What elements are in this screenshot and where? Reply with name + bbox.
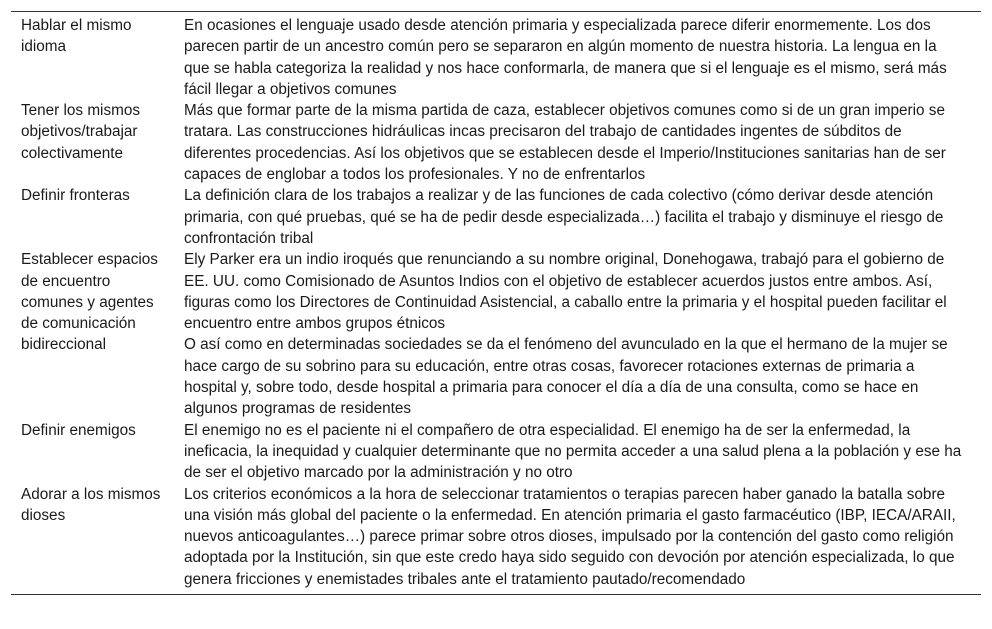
row-label: Definir enemigos [21, 421, 136, 439]
table-row [11, 100, 981, 185]
row-label: Hablar el mismo idioma [21, 17, 132, 56]
row-description [173, 249, 981, 419]
table-row [11, 484, 981, 594]
table-row [11, 185, 981, 249]
row-description-part-2: O así como en determinadas sociedades se da el fenómeno del avunculado en la que el hermano de la mujer se hace cargo de su sobrino para su educación, entre otras cosas, favorecer rotaciones externas de primaria a hospital y, sobre todo, desde hospital a primaria para conocer el día a día de una consulta, como se hace en algunos programas de residentes [184, 336, 948, 418]
row-label: Establecer espacios de encuentro comunes y agentes de comunicación bidireccional [21, 251, 158, 354]
row-label: Definir fronteras [21, 187, 130, 205]
strategy-table [11, 12, 981, 594]
strategy-table-container [11, 11, 981, 595]
row-description: El enemigo no es el paciente ni el compañero de otra especialidad. El enemigo ha de ser la enfermedad, la ineficacia, la inequidad y cualquier determinante que no permita acceder a una salud plena a la población y ese ha de ser el objetivo marcado por la administración y no otro [184, 421, 962, 482]
row-description: Los criterios económicos a la hora de seleccionar tratamientos o terapias parecen haber ganado la batalla sobre una visión más global del paciente o la enfermedad. En atención primaria el gasto farmacéutico (IBP, IECA/ARAII, nuevos anticoagulantes…) parece primar sobre otros dioses, impulsado por la contención del gasto como religión adoptada por la Institución, sin que este credo haya sido seguido con devoción por atención especializada, lo que genera fricciones y enemistades tribales ante el tratamiento pautado/recomendado [184, 485, 956, 588]
row-description-part-1: Ely Parker era un indio iroqués que renunciando a su nombre original, Donehogawa, trabajó para el gobierno de EE. UU. como Comisionado de Asuntos Indios con el objetivo de establecer acuerdos justos entre ambos. Así, figuras como los Directores de Continuidad Asistencial, a caballo entre la primaria y el hospital pueden facilitar el encuentro entre ambos grupos étnicos [184, 251, 947, 333]
table-row [11, 249, 981, 419]
row-label: Adorar a los mismos dioses [21, 485, 161, 524]
row-description: En ocasiones el lenguaje usado desde atención primaria y especializada parece diferir enormemente. Los dos parecen partir de un ancestro común pero se separaron en algún momento de nuestra historia. La lengua en la que se habla categoriza la realidad y nos hace conformarla, de manera que si el lenguaje es el mismo, será más fácil llegar a objetivos comunes [184, 17, 947, 98]
row-label: Tener los mismos objetivos/trabajar colectivamente [21, 102, 141, 162]
table-row [11, 12, 981, 100]
row-description: La definición clara de los trabajos a realizar y de las funciones de cada colectivo (cómo derivar desde atención primaria, con qué pruebas, qué se ha de pedir desde especializada…) facilita el trabajo y disminuye el riesgo de confrontación tribal [184, 187, 944, 247]
table-row [11, 420, 981, 484]
row-description: Más que formar parte de la misma partida de caza, establecer objetivos comunes como si de un gran imperio se tratara. Las construcciones hidráulicas incas precisaron del trabajo de cantidades ingentes de súbditos de diferentes procedencias. Así los objetivos que se establecen desde el Imperio/Instituciones sanitarias han de ser capaces de englobar a todos los profesionales. Y no de enfrentarlos [184, 102, 946, 184]
